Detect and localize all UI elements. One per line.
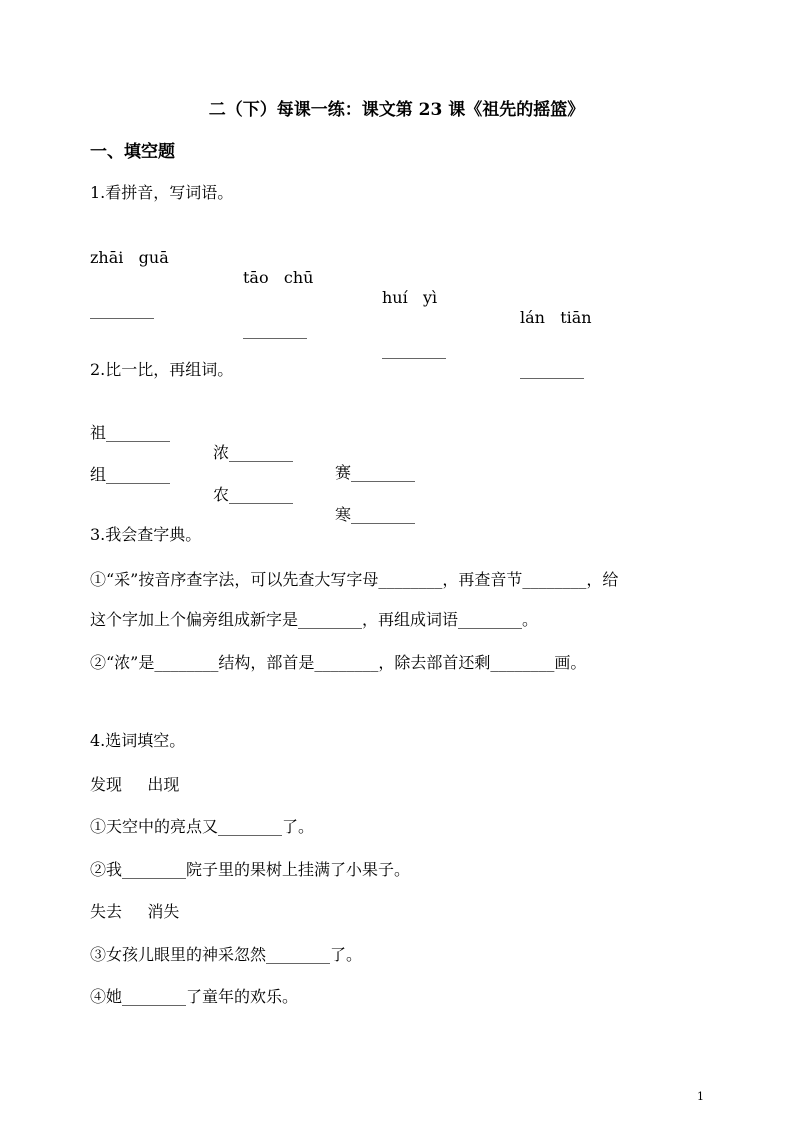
word-choices: 失去 消失: [90, 902, 180, 921]
sentence: ②我________院子里的果树上挂满了小果子。: [90, 860, 411, 879]
sentence: ①天空中的亮点又________了。: [90, 817, 315, 836]
page-number: 1: [697, 1090, 704, 1103]
section-heading: 一、填空题: [90, 142, 175, 162]
pinyin: zhāi guā: [90, 248, 169, 267]
answer-blank[interactable]: ________: [90, 300, 154, 319]
sentence: ④她________了童年的欢乐。: [90, 987, 299, 1006]
question-3-line: 这个字加上个偏旁组成新字是________，再组成词语________。: [90, 610, 539, 629]
answer-blank[interactable]: ________: [520, 360, 584, 379]
question-3-prompt: 3.我会查字典。: [90, 525, 202, 544]
compare-row-2: [0, 445, 793, 524]
pinyin-row: [0, 228, 793, 327]
sentence: ③女孩儿眼里的神采忽然________了。: [90, 945, 363, 964]
compare-item: 农________: [213, 485, 294, 504]
compare-item: 赛________: [335, 463, 416, 482]
compare-item: 组________: [90, 465, 171, 484]
pinyin: lán tiān: [520, 308, 592, 327]
pinyin: tāo chū: [243, 268, 314, 287]
question-2-prompt: 2.比一比，再组词。: [90, 360, 234, 379]
word-choices: 发现 出现: [90, 775, 180, 794]
page-title: 二（下）每课一练：课文第 23 课《祖先的摇篮》: [208, 100, 585, 120]
compare-item: 祖________: [90, 423, 171, 442]
question-4-prompt: 4.选词填空。: [90, 731, 186, 750]
question-1-prompt: 1.看拼音，写词语。: [90, 183, 234, 202]
question-3-line: ①“采”按音序查字法，可以先查大写字母________，再查音节________，给: [90, 570, 619, 589]
pinyin: huí yì: [382, 288, 438, 307]
compare-item: 浓________: [213, 443, 294, 462]
answer-blank[interactable]: ________: [243, 320, 307, 339]
compare-row-1: [0, 403, 793, 482]
answer-blank[interactable]: ________: [382, 340, 446, 359]
question-3-line: ②“浓”是________结构，部首是________，除去部首还剩________画。: [90, 653, 587, 672]
compare-item: 寒________: [335, 505, 416, 524]
